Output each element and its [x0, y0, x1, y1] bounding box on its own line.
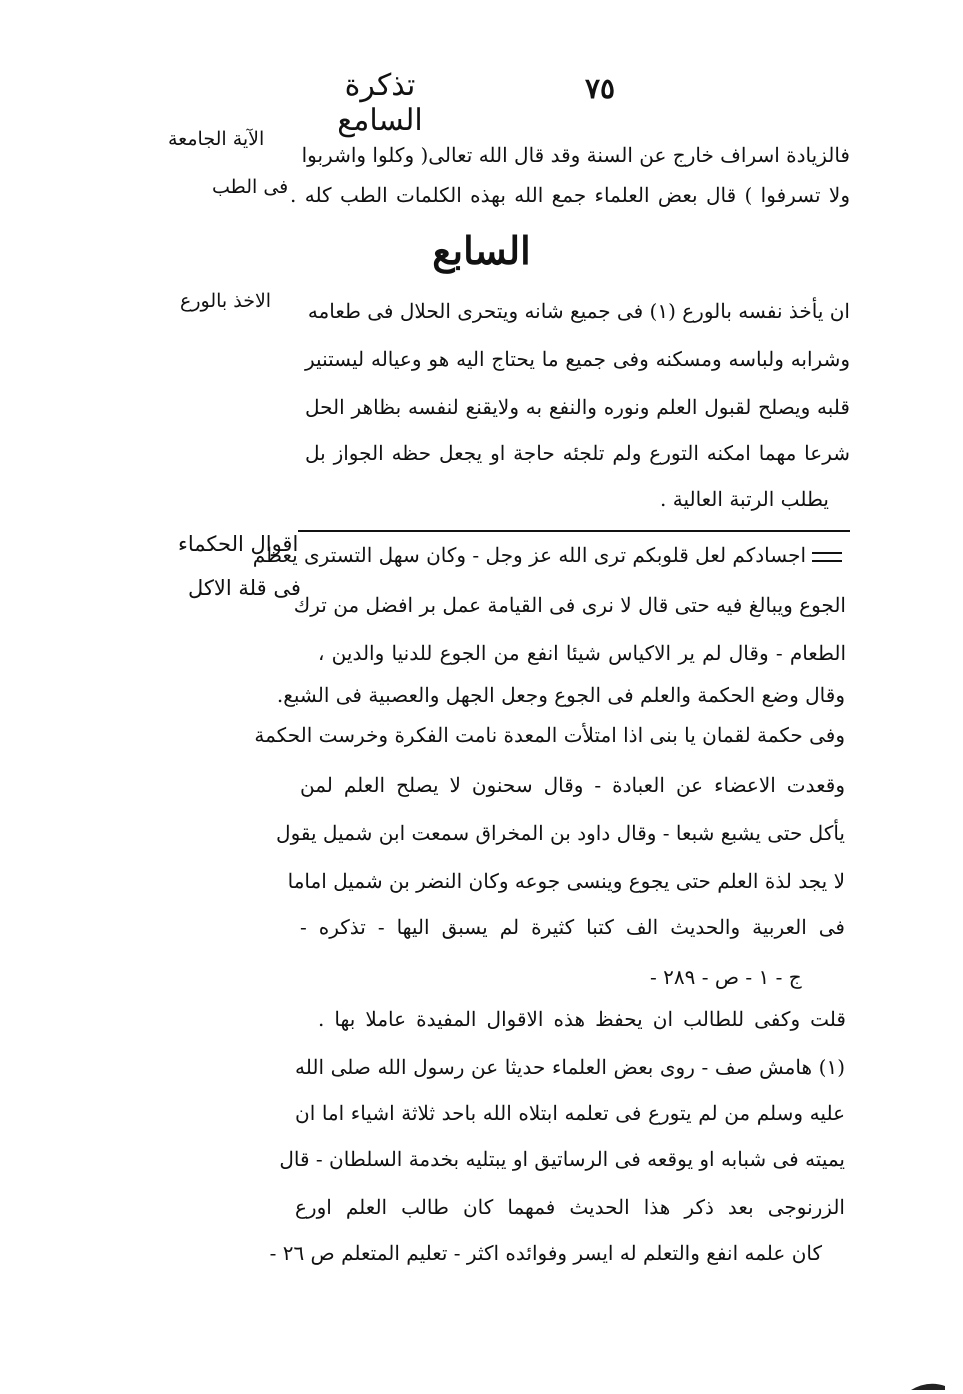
page-corner-mark: [911, 1380, 945, 1390]
text-line: الجوع ويبالغ فيه حتى قال لا نرى فى القيامة عمل بر افضل من ترك: [293, 593, 846, 617]
text-line: لا يجد لذة العلم حتى يجوع وينسى جوعه وكان النضر بن شميل اماما: [287, 869, 845, 893]
footnote-line: عليه وسلم من لم يتورع فى تعلمه ابتلاه الله باحد ثلاثة اشياء اما ان: [295, 1101, 845, 1125]
text-line: اجسادكم لعل قلوبكم ترى الله عز وجل - وكان سهل التسترى يعظم: [252, 543, 806, 567]
horizontal-rule: [298, 530, 850, 532]
text-line: قلت وكفى للطالب ان يحفظ هذه الاقوال المفيدة عاملا بها .: [318, 1007, 846, 1031]
footnote-line: (١) هامش صف - روى بعض العلماء حديثا عن رسول الله صلى الله: [295, 1055, 845, 1079]
text-line: فالزيادة اسراف خارج عن السنة وقد قال الله تعالى( وكلوا واشربوا: [301, 143, 850, 167]
text-line: الطعام - وقال لم ير الاكياس شيئا انفع من الجوع للدنيا والدين ،: [318, 641, 846, 665]
margin-note: فى الطب: [212, 176, 289, 198]
text-line: شرعا مهما امكنه التورع ولم تلجئه حاجة او يجعل حظه الجواز بل: [305, 441, 850, 465]
citation: ج - ١ - ص - ٢٨٩ -: [650, 965, 802, 989]
footnote-line: كان علمه انفع والتعلم له ايسر وفوائده اكثر - تعليم المتعلم ص ٢٦ -: [269, 1241, 822, 1265]
footnote-line: الزرنوجى بعد ذكر هذا الحديث فمهما كان طالب العلم اورع: [295, 1195, 845, 1219]
margin-note: الآية الجامعة: [168, 128, 265, 150]
double-dash-mark: [812, 552, 842, 554]
text-line: وشرابه ولباسه ومسكنه وفى جميع ما يحتاج اليه هو وعياله ليستنير: [305, 347, 850, 371]
margin-note: فى قلة الاكل: [188, 576, 301, 600]
text-line: ان يأخذ نفسه بالورع (١) فى جميع شانه ويتحرى الحلال فى طعامه: [307, 299, 850, 323]
text-line: قلبه ويصلح لقبول العلم ونوره والنفع به ولايقنع لنفسه بظاهر الحل: [305, 395, 850, 419]
text-line: وقال وضع الحكمة والعلم فى الجوع وجعل الجهل والعصبية فى الشبع.: [276, 683, 845, 707]
text-line: وقعدت الاعضاء عن العبادة - وقال سحنون لا يصلح العلم لمن: [300, 773, 845, 797]
text-line: ولا تسرفوا ) قال بعض العلماء جمع الله بهذه الكلمات الطب كله .: [290, 183, 850, 207]
running-title: تذكرة السامع: [337, 68, 423, 138]
text-line: يأكل حتى يشبع شبعا - وقال داود بن المخراق سمعت ابن شميل يقول: [276, 821, 845, 845]
text-line: يطلب الرتبة العالية .: [660, 487, 829, 511]
section-heading: السابع: [432, 228, 531, 273]
page-number: ٧٥: [584, 72, 616, 105]
margin-note: الاخذ بالورع: [180, 290, 272, 312]
text-line: وفى حكمة لقمان يا بنى اذا امتلأت المعدة نامت الفكرة وخرست الحكمة: [254, 723, 845, 747]
footnote-line: يميته فى شبابه او يوقعه فى الرساتيق او يبتليه بخدمة السلطان - قال: [279, 1147, 845, 1171]
margin-note: اقوال الحكماء: [178, 532, 299, 556]
text-line: فى العربية والحديث الف كتبا كثيرة لم يسبق اليها - تذكره -: [300, 915, 845, 939]
double-dash-mark: [812, 560, 842, 562]
